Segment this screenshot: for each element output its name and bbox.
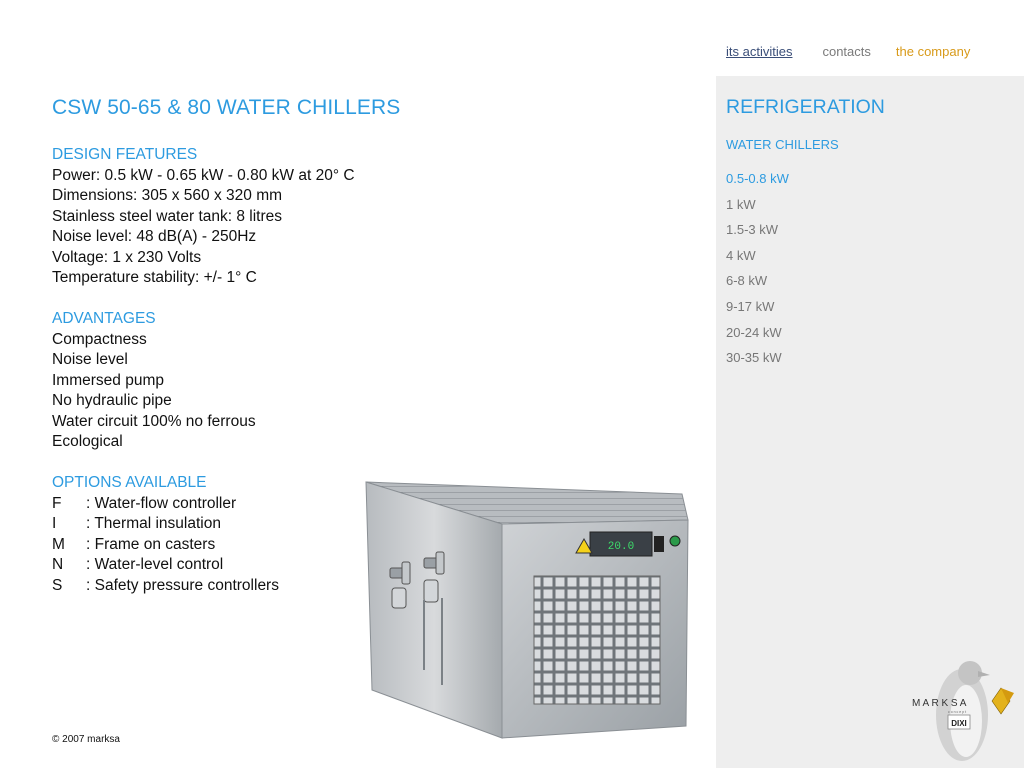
page-title: CSW 50-65 & 80 WATER CHILLERS bbox=[52, 96, 401, 119]
sidebar-item-30-35-kw[interactable]: 30-35 kW bbox=[726, 350, 782, 366]
nav-link-contacts[interactable]: contacts bbox=[822, 44, 871, 59]
design-features-heading: DESIGN FEATURES bbox=[52, 146, 198, 163]
advantage-line: No hydraulic pipe bbox=[52, 392, 172, 409]
sidebar-item-1-5-3-kw[interactable]: 1.5-3 kW bbox=[726, 222, 779, 238]
sidebar-title: REFRIGERATION bbox=[726, 96, 885, 118]
option-code: S bbox=[52, 576, 63, 594]
option-row bbox=[52, 494, 279, 515]
advantages-heading: ADVANTAGES bbox=[52, 310, 156, 327]
spec-line: Power: 0.5 kW - 0.65 kW - 0.80 kW at 20° C bbox=[52, 166, 355, 184]
top-navigation bbox=[726, 44, 970, 59]
product-photo-water-chiller bbox=[362, 480, 692, 740]
marksa-logo bbox=[908, 655, 1018, 765]
logo-badge: DIXI bbox=[951, 719, 967, 728]
option-description: : Thermal insulation bbox=[86, 515, 221, 532]
spec-line: Voltage: 1 x 230 Volts bbox=[52, 248, 202, 266]
design-features-section bbox=[52, 145, 355, 289]
advantage-line: Ecological bbox=[52, 433, 123, 450]
option-row bbox=[52, 555, 279, 576]
option-description: : Water-flow controller bbox=[86, 494, 237, 512]
sidebar-item-6-8-kw[interactable]: 6-8 kW bbox=[726, 273, 768, 289]
spec-line: Stainless steel water tank: 8 litres bbox=[52, 207, 283, 225]
option-code: M bbox=[52, 535, 65, 553]
logo-tagline: c o n c e p t bbox=[948, 710, 967, 714]
sidebar-item-1-kw[interactable]: 1 kW bbox=[726, 196, 756, 212]
option-description: : Safety pressure controllers bbox=[86, 576, 279, 594]
option-code: F bbox=[52, 494, 62, 512]
temperature-readout: 20.0 bbox=[607, 541, 635, 553]
option-row bbox=[52, 576, 279, 597]
sidebar-item-4-kw[interactable]: 4 kW bbox=[726, 247, 756, 263]
option-code: N bbox=[52, 556, 64, 573]
sidebar-item-20-24-kw[interactable]: 20-24 kW bbox=[726, 324, 782, 340]
sidebar-subtitle[interactable]: WATER CHILLERS bbox=[726, 137, 839, 152]
option-code: I bbox=[52, 515, 57, 532]
option-description: : Water-level control bbox=[86, 556, 224, 573]
option-row bbox=[52, 535, 279, 556]
sidebar-item-0-5-0-8-kw[interactable]: 0.5-0.8 kW bbox=[726, 171, 789, 186]
sidebar-product-list bbox=[726, 171, 789, 376]
advantage-line: Noise level bbox=[52, 351, 128, 368]
nav-link-company[interactable]: the company bbox=[895, 44, 971, 59]
spec-line: Noise level: 48 dB(A) - 250Hz bbox=[52, 228, 257, 245]
copyright-footer: © 2007 marksa bbox=[52, 734, 120, 745]
advantages-section bbox=[52, 309, 256, 453]
advantage-line: Compactness bbox=[52, 330, 147, 348]
nav-link-activities[interactable]: its activities bbox=[726, 44, 793, 59]
logo-wordmark: M A R K S A bbox=[912, 698, 967, 709]
advantage-line: Immersed pump bbox=[52, 371, 164, 389]
options-section bbox=[52, 473, 279, 596]
sidebar-item-9-17-kw[interactable]: 9-17 kW bbox=[726, 298, 775, 314]
option-row bbox=[52, 514, 279, 535]
advantage-line: Water circuit 100% no ferrous bbox=[52, 412, 256, 430]
spec-line: Dimensions: 305 x 560 x 320 mm bbox=[52, 187, 283, 204]
option-description: : Frame on casters bbox=[86, 535, 216, 553]
spec-line: Temperature stability: +/- 1° C bbox=[52, 269, 257, 286]
options-heading: OPTIONS AVAILABLE bbox=[52, 474, 207, 491]
